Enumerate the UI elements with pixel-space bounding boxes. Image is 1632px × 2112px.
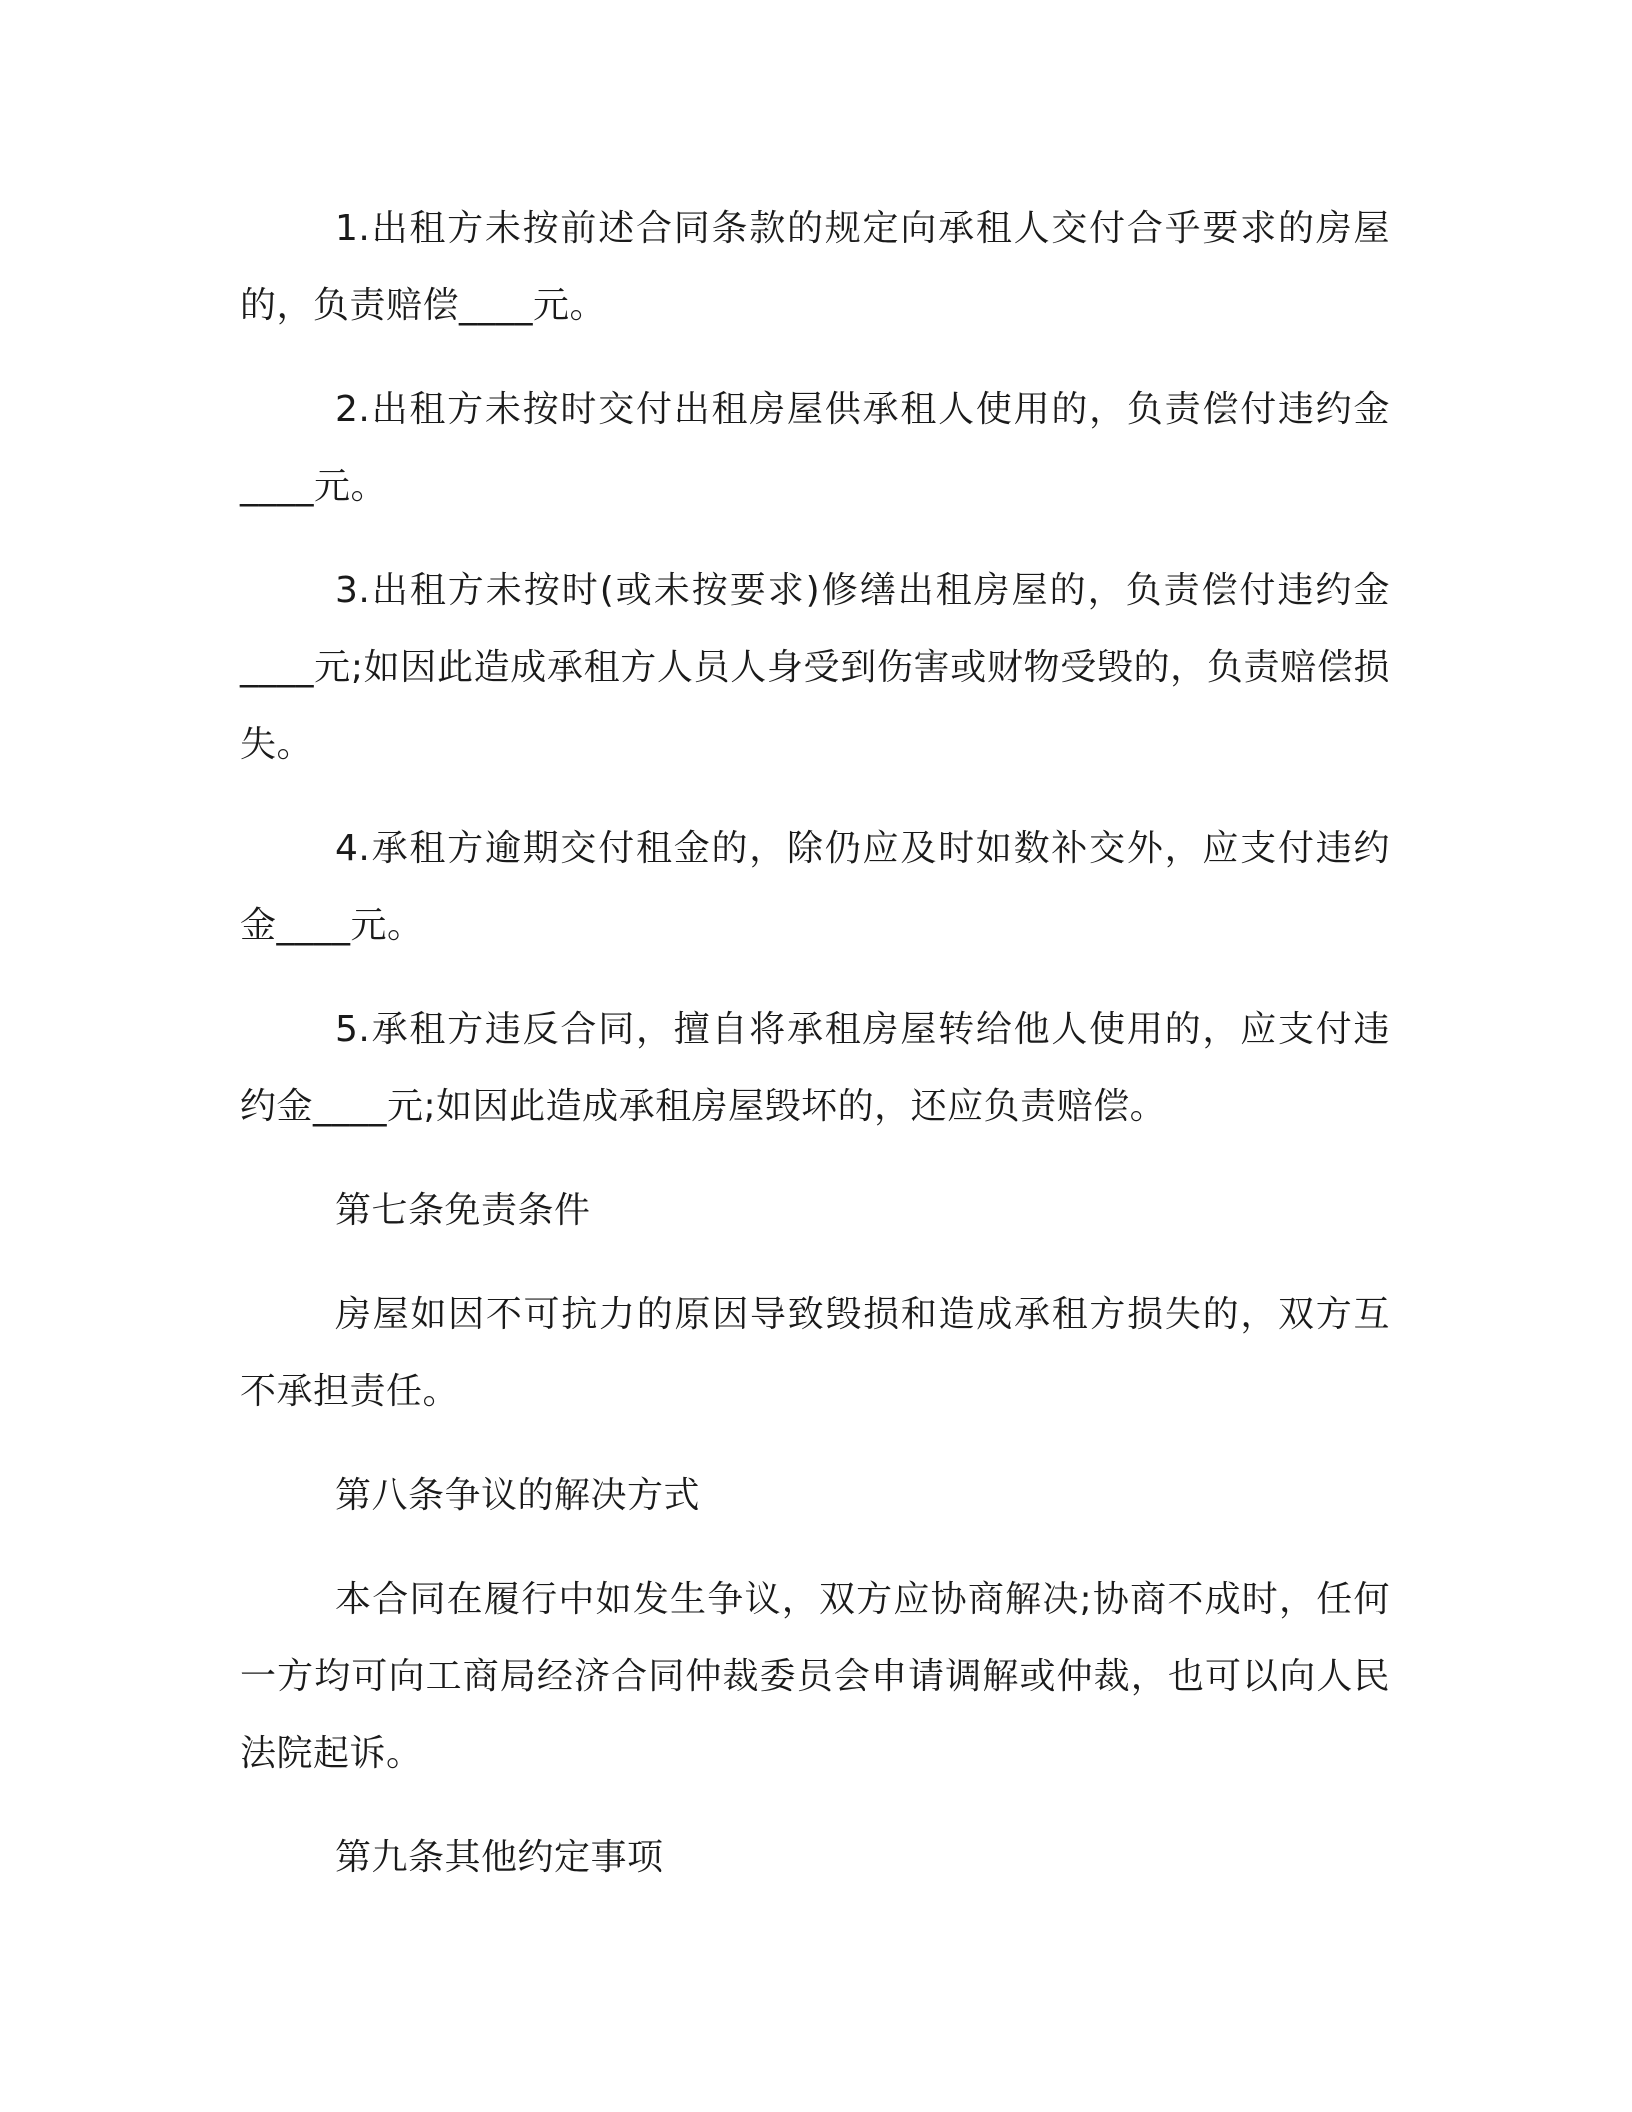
section-heading-article-8: 第八条争议的解决方式 — [335, 1475, 701, 1516]
article-7-body: 房屋如因不可抗力的原因导致毁损和造成承租方损失的，双方互不承担责任。 — [240, 1294, 1390, 1412]
clause-paragraph-3: 3.出租方未按时(或未按要求)修缮出租房屋的，负责偿付违约金____元;如因此造成承租方人员人身受到伤害或财物受毁的，负责赔偿损失。 — [240, 570, 1390, 765]
clause-paragraph-1: 1.出租方未按前述合同条款的规定向承租人交付合乎要求的房屋的，负责赔偿____元。 — [240, 208, 1390, 326]
clause-paragraph-4: 4.承租方逾期交付租金的，除仍应及时如数补交外，应支付违约金____元。 — [240, 828, 1390, 946]
section-heading-article-9: 第九条其他约定事项 — [335, 1837, 664, 1878]
article-8-body: 本合同在履行中如发生争议，双方应协商解决;协商不成时，任何一方均可向工商局经济合同仲裁委员会申请调解或仲裁，也可以向人民法院起诉。 — [240, 1579, 1390, 1774]
clause-paragraph-2: 2.出租方未按时交付出租房屋供承租人使用的，负责偿付违约金____元。 — [240, 389, 1390, 507]
clause-paragraph-5: 5.承租方违反合同，擅自将承租房屋转给他人使用的，应支付违约金____元;如因此造成承租房屋毁坏的，还应负责赔偿。 — [240, 1009, 1390, 1127]
section-heading-article-7: 第七条免责条件 — [335, 1190, 591, 1231]
document-body — [240, 190, 1390, 1923]
